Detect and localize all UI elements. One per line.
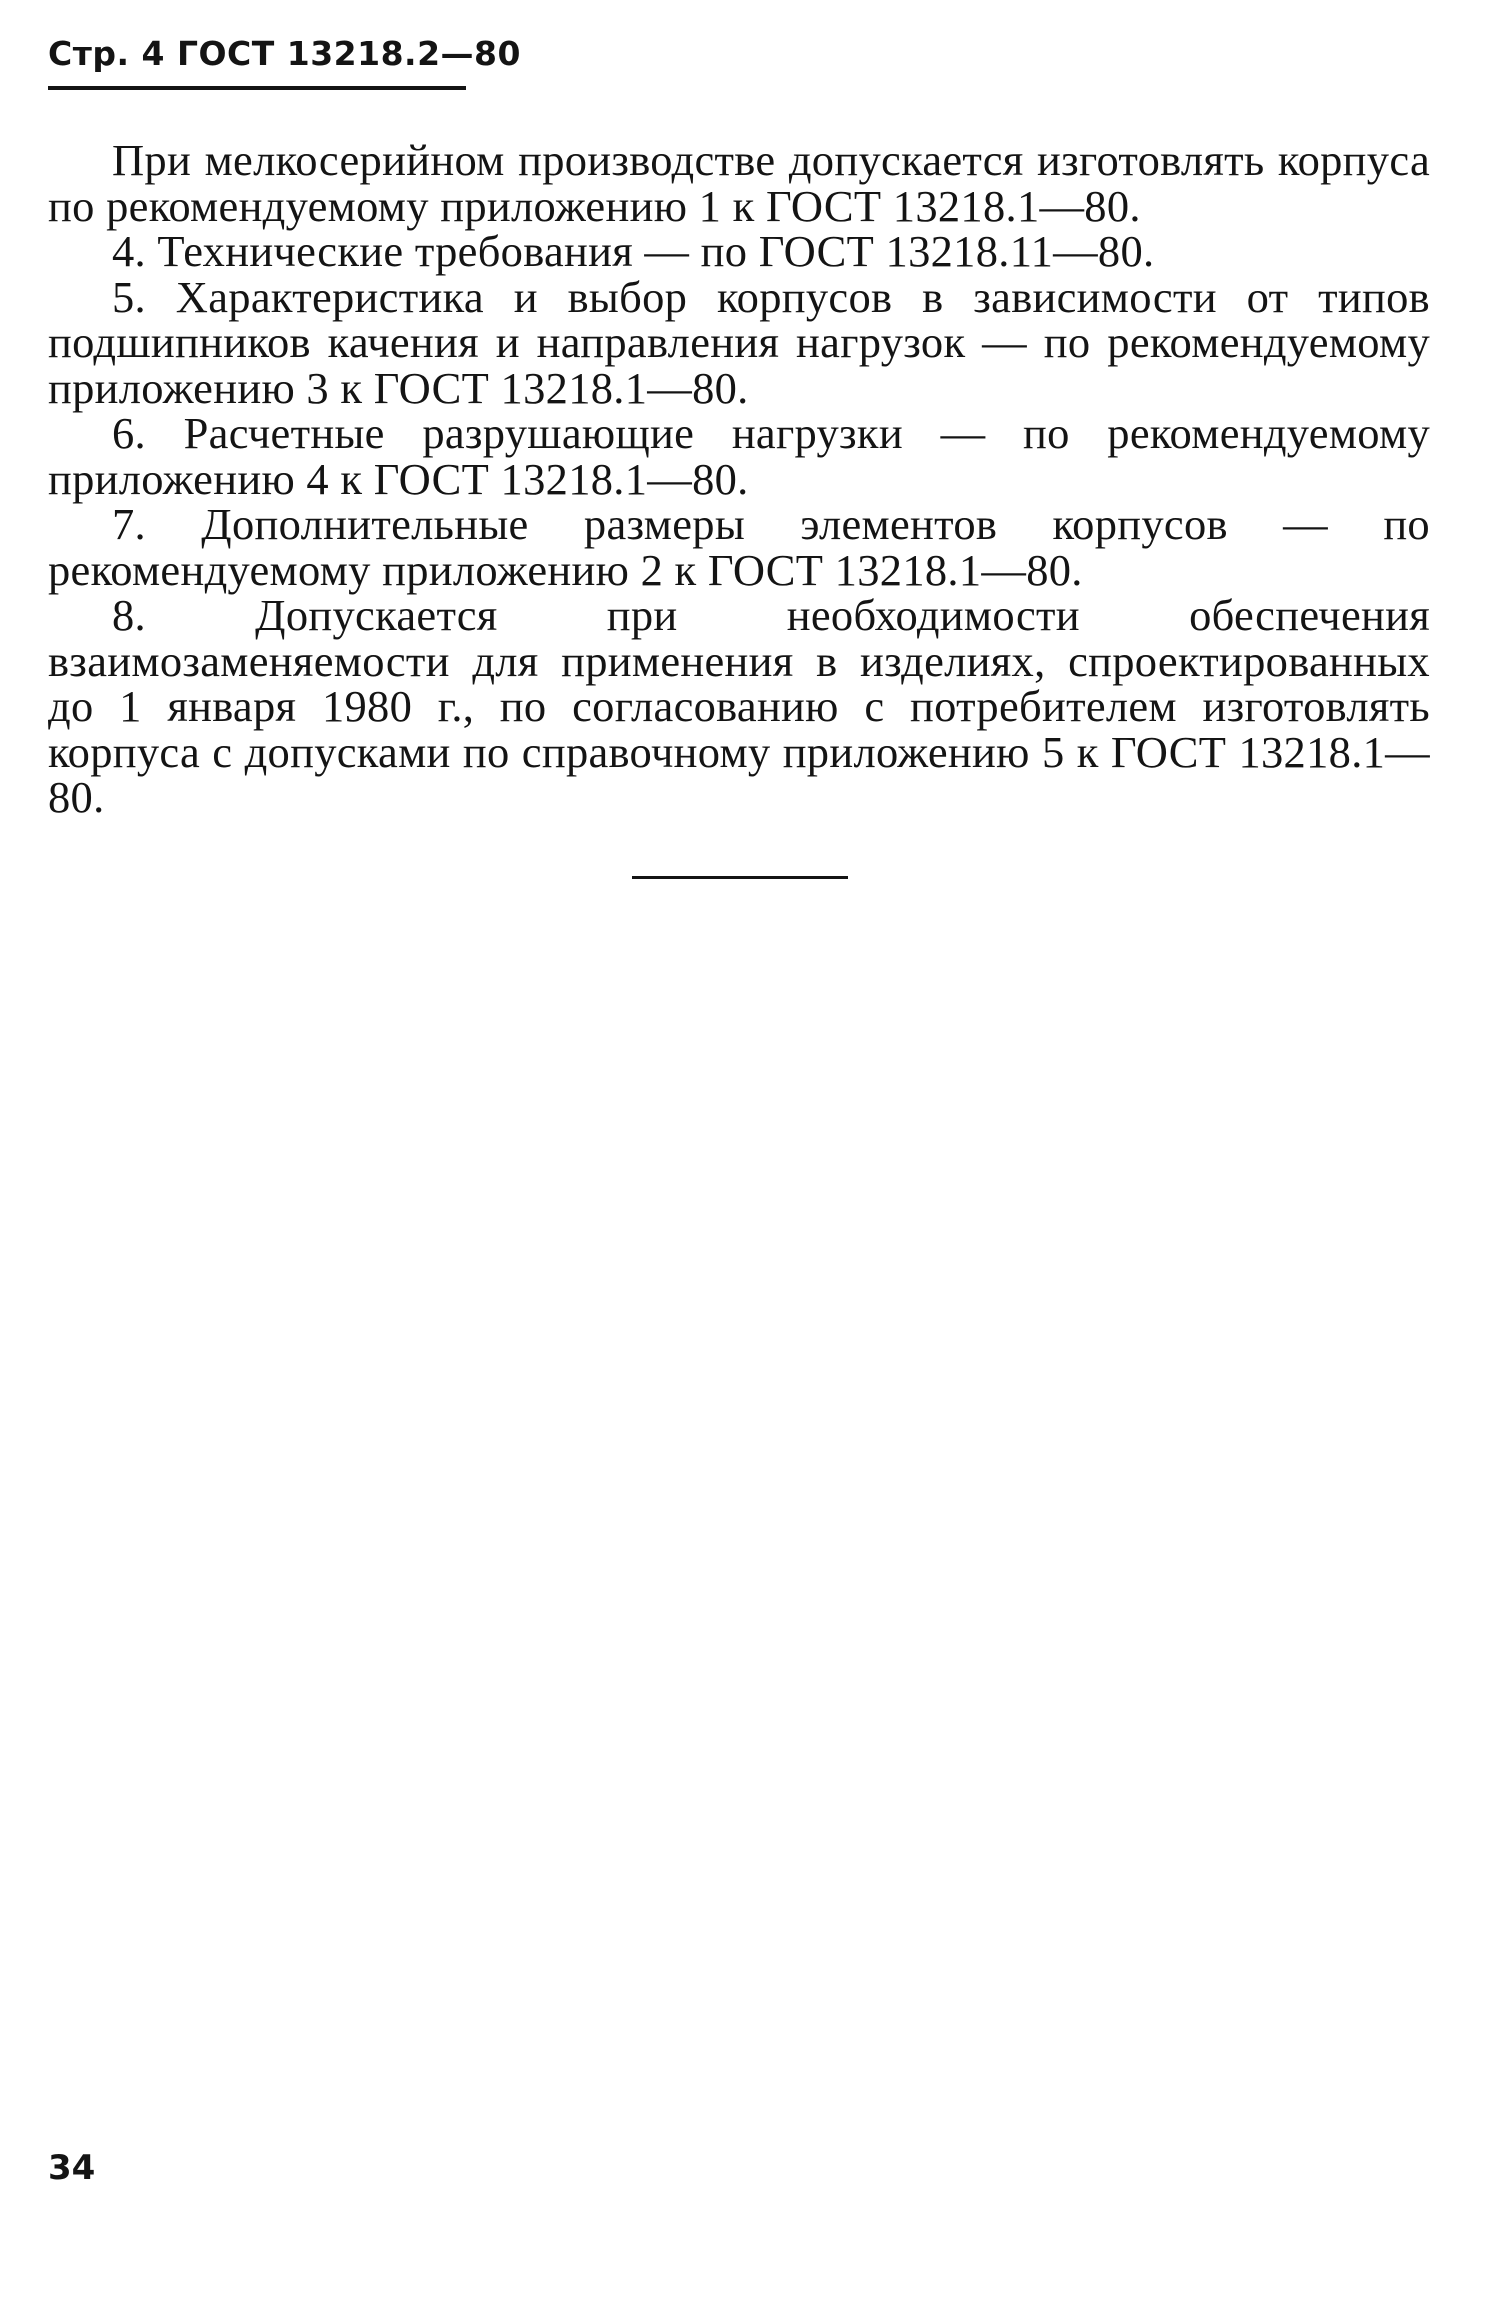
body-text [48, 135, 1430, 822]
page-number: 34 [48, 2148, 96, 2188]
paragraph-item-8: 8. Допускается при необходимости обеспечения взаимозаменяемости для применения в изделиях, спроектированных до 1 января 1980 г., по согласованию с потребителем изготовлять корпуса с допусками по справочному приложению 5 к ГОСТ 13218.1—80. [48, 590, 1430, 822]
paragraph-item-7: 7. Дополнительные размеры элементов корпусов — по рекомендуемому приложению 2 к ГОСТ 13218.1—80. [48, 499, 1430, 595]
paragraph-item-4: 4. Технические требования — по ГОСТ 13218.11—80. [112, 226, 1155, 276]
page-header: Стр. 4 ГОСТ 13218.2—80 [48, 34, 521, 73]
paragraph-item-5: 5. Характеристика и выбор корпусов в зависимости от типов подшипников качения и направления нагрузок — по рекомендуемому приложению 3 к ГОСТ 13218.1—80. [48, 271, 1430, 413]
paragraph-small-batch: При мелкосерийном производстве допускается изготовлять корпуса по рекомендуемому приложению 1 к ГОСТ 13218.1—80. [48, 135, 1430, 231]
end-of-text-rule [632, 876, 848, 879]
paragraph-item-6: 6. Расчетные разрушающие нагрузки — по рекомендуемому приложению 4 к ГОСТ 13218.1—80. [48, 408, 1430, 504]
header-rule [48, 86, 466, 90]
